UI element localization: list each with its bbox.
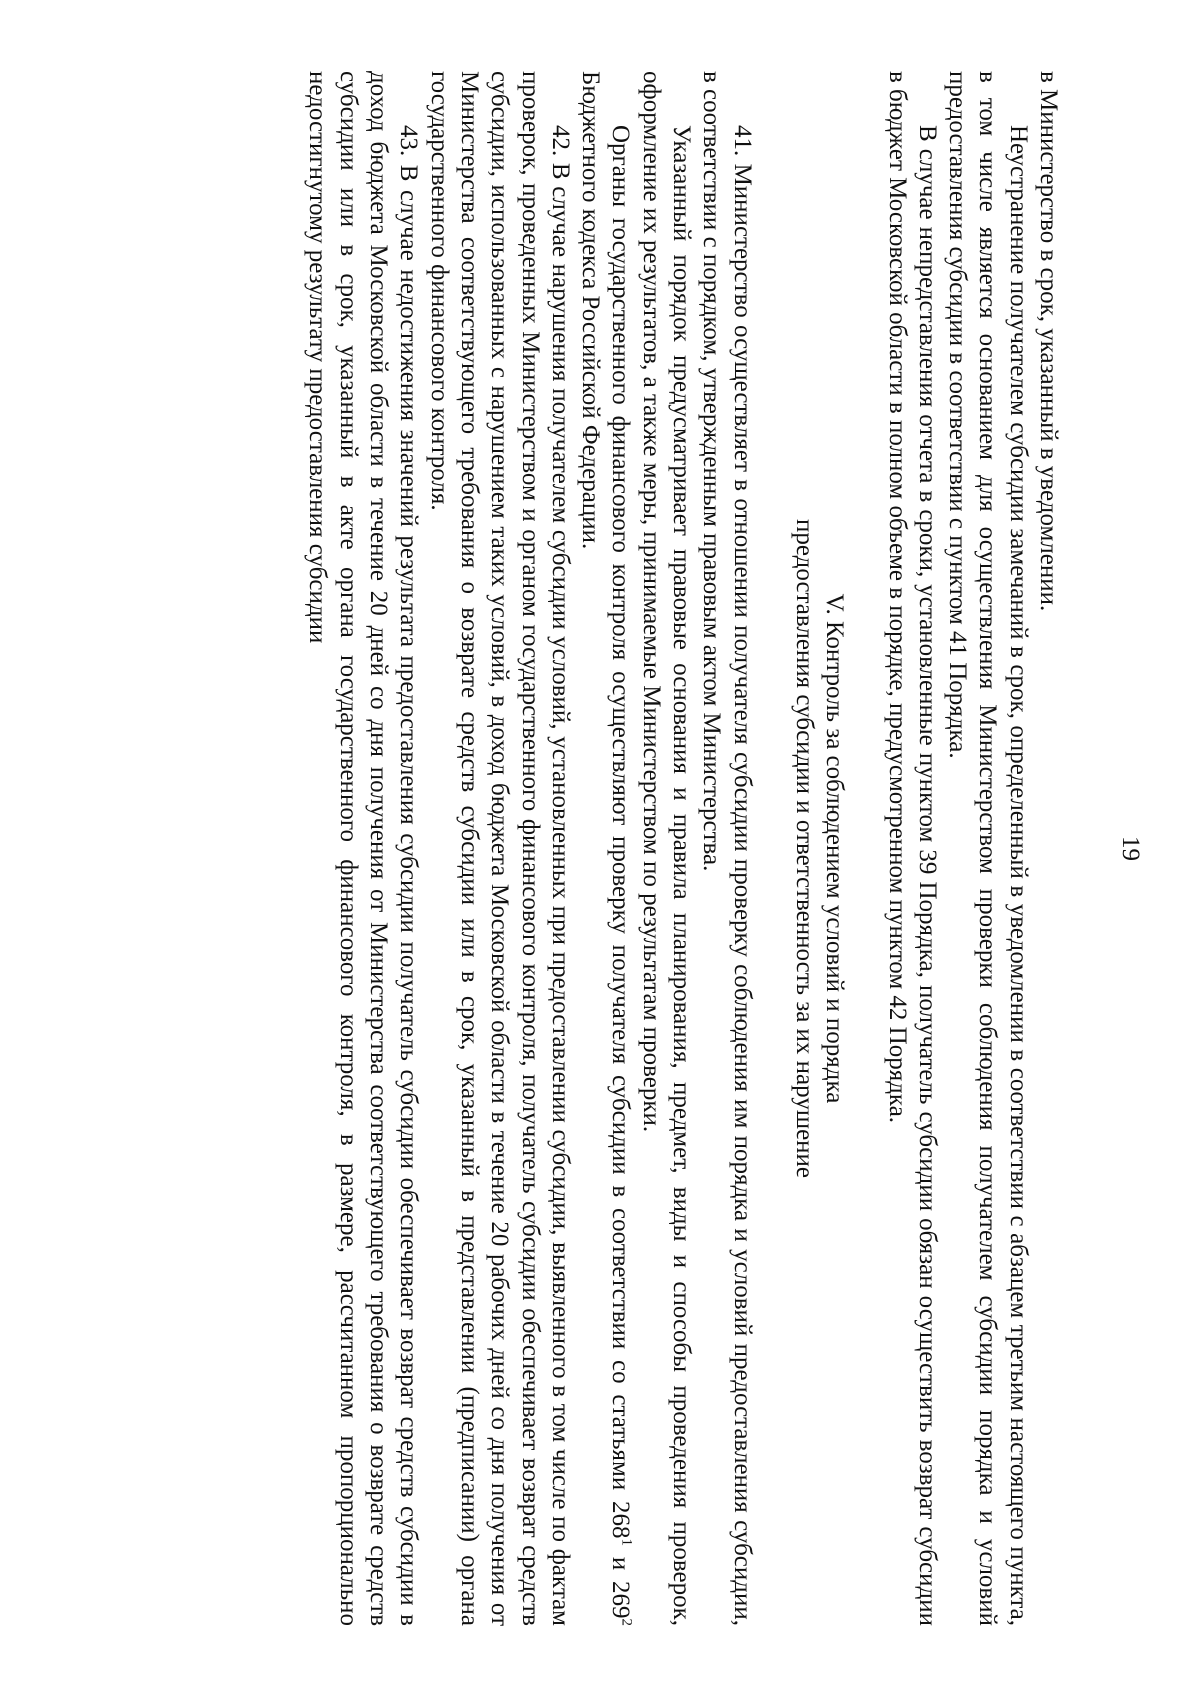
paragraph-continuation: в Министерство в срок, указанный в уведомлении. [1035,71,1062,612]
section-heading-line-1: V. Контроль за соблюдением условий и порядка [821,593,849,1104]
paragraph-nonremediation: Неустранение получателем субсидии замечаний в срок, определенный в уведомлении в соответствии с абзацем третьим настоящего пункта, в том числе является основанием для осуществления Министерством проверки соблюдения получателем субсидии порядка и условий предоставления субсидии в соответствии с пунктом 41 Порядка. [944,71,1032,1626]
text-fragment: и 269 [607,1546,635,1619]
superscript: 1 [618,1538,635,1547]
document-page [155,71,1145,1626]
section-heading-line-2: предоставления субсидии и ответственность за их нарушение [790,518,818,1179]
paragraph-43: 43. В случае недостижения значений результата предоставления субсидии получатель субсидии обеспечивает возврат средств субсидии в доход бюджета Московской области в течение 20 дней со дня получения от Министерства соответствующего требования о возврате средств субсидии или в срок, указанный в акте органа государственного финансового контроля, в размере, рассчитанном пропорционально недостигнутому результату предоставления субсидии [304,71,423,1626]
text-fragment: Бюджетного кодекса Российской Федерации. [577,71,605,550]
superscript: 2 [618,1618,635,1626]
paragraph-41-financial-control [575,71,636,1626]
paragraph-report-failure: В случае непредставления отчета в сроки, установленные пунктом 39 Порядка, получатель субсидии обязан осуществить возврат субсидии в бюджет Московской области в полном объеме в порядке, предусмотренном пунктом 42 Порядка. [883,71,941,1626]
paragraph-41-procedure: Указанный порядок предусматривает правовые основания и правила планирования, предмет, виды и способы проведения проверок, оформление их результатов, а также меры, принимаемые Министерством по результатам проверки. [637,71,696,1626]
text-fragment: Органы государственного финансового контроля осуществляют проверку получателя субсидии в соответствии со статьями 268 [607,125,635,1539]
paragraph-41: 41. Министерство осуществляет в отношении получателя субсидии проверку соблюдения им порядка и условий предоставления субсидии, в соответствии с порядком, утвержденным правовым актом Министерства. [698,71,756,1626]
page-number: 19 [1117,836,1144,861]
paragraph-42: 42. В случае нарушения получателем субсидии условий, установленных при предоставлении субсидии, выявленного в том числе по фактам проверок, проведенных Министерством и органом государственного финансового контроля, получатель субсидии обеспечивает возврат средств субсидии, использованных с нарушением таких условий, в доход бюджета Московской области в течение 20 рабочих дней со дня получения от Министерства соответствующего требования о возврате средств субсидии или в срок, указанный в представлении (предписании) органа государственного финансового контроля. [425,71,574,1626]
section-heading [789,71,850,1626]
